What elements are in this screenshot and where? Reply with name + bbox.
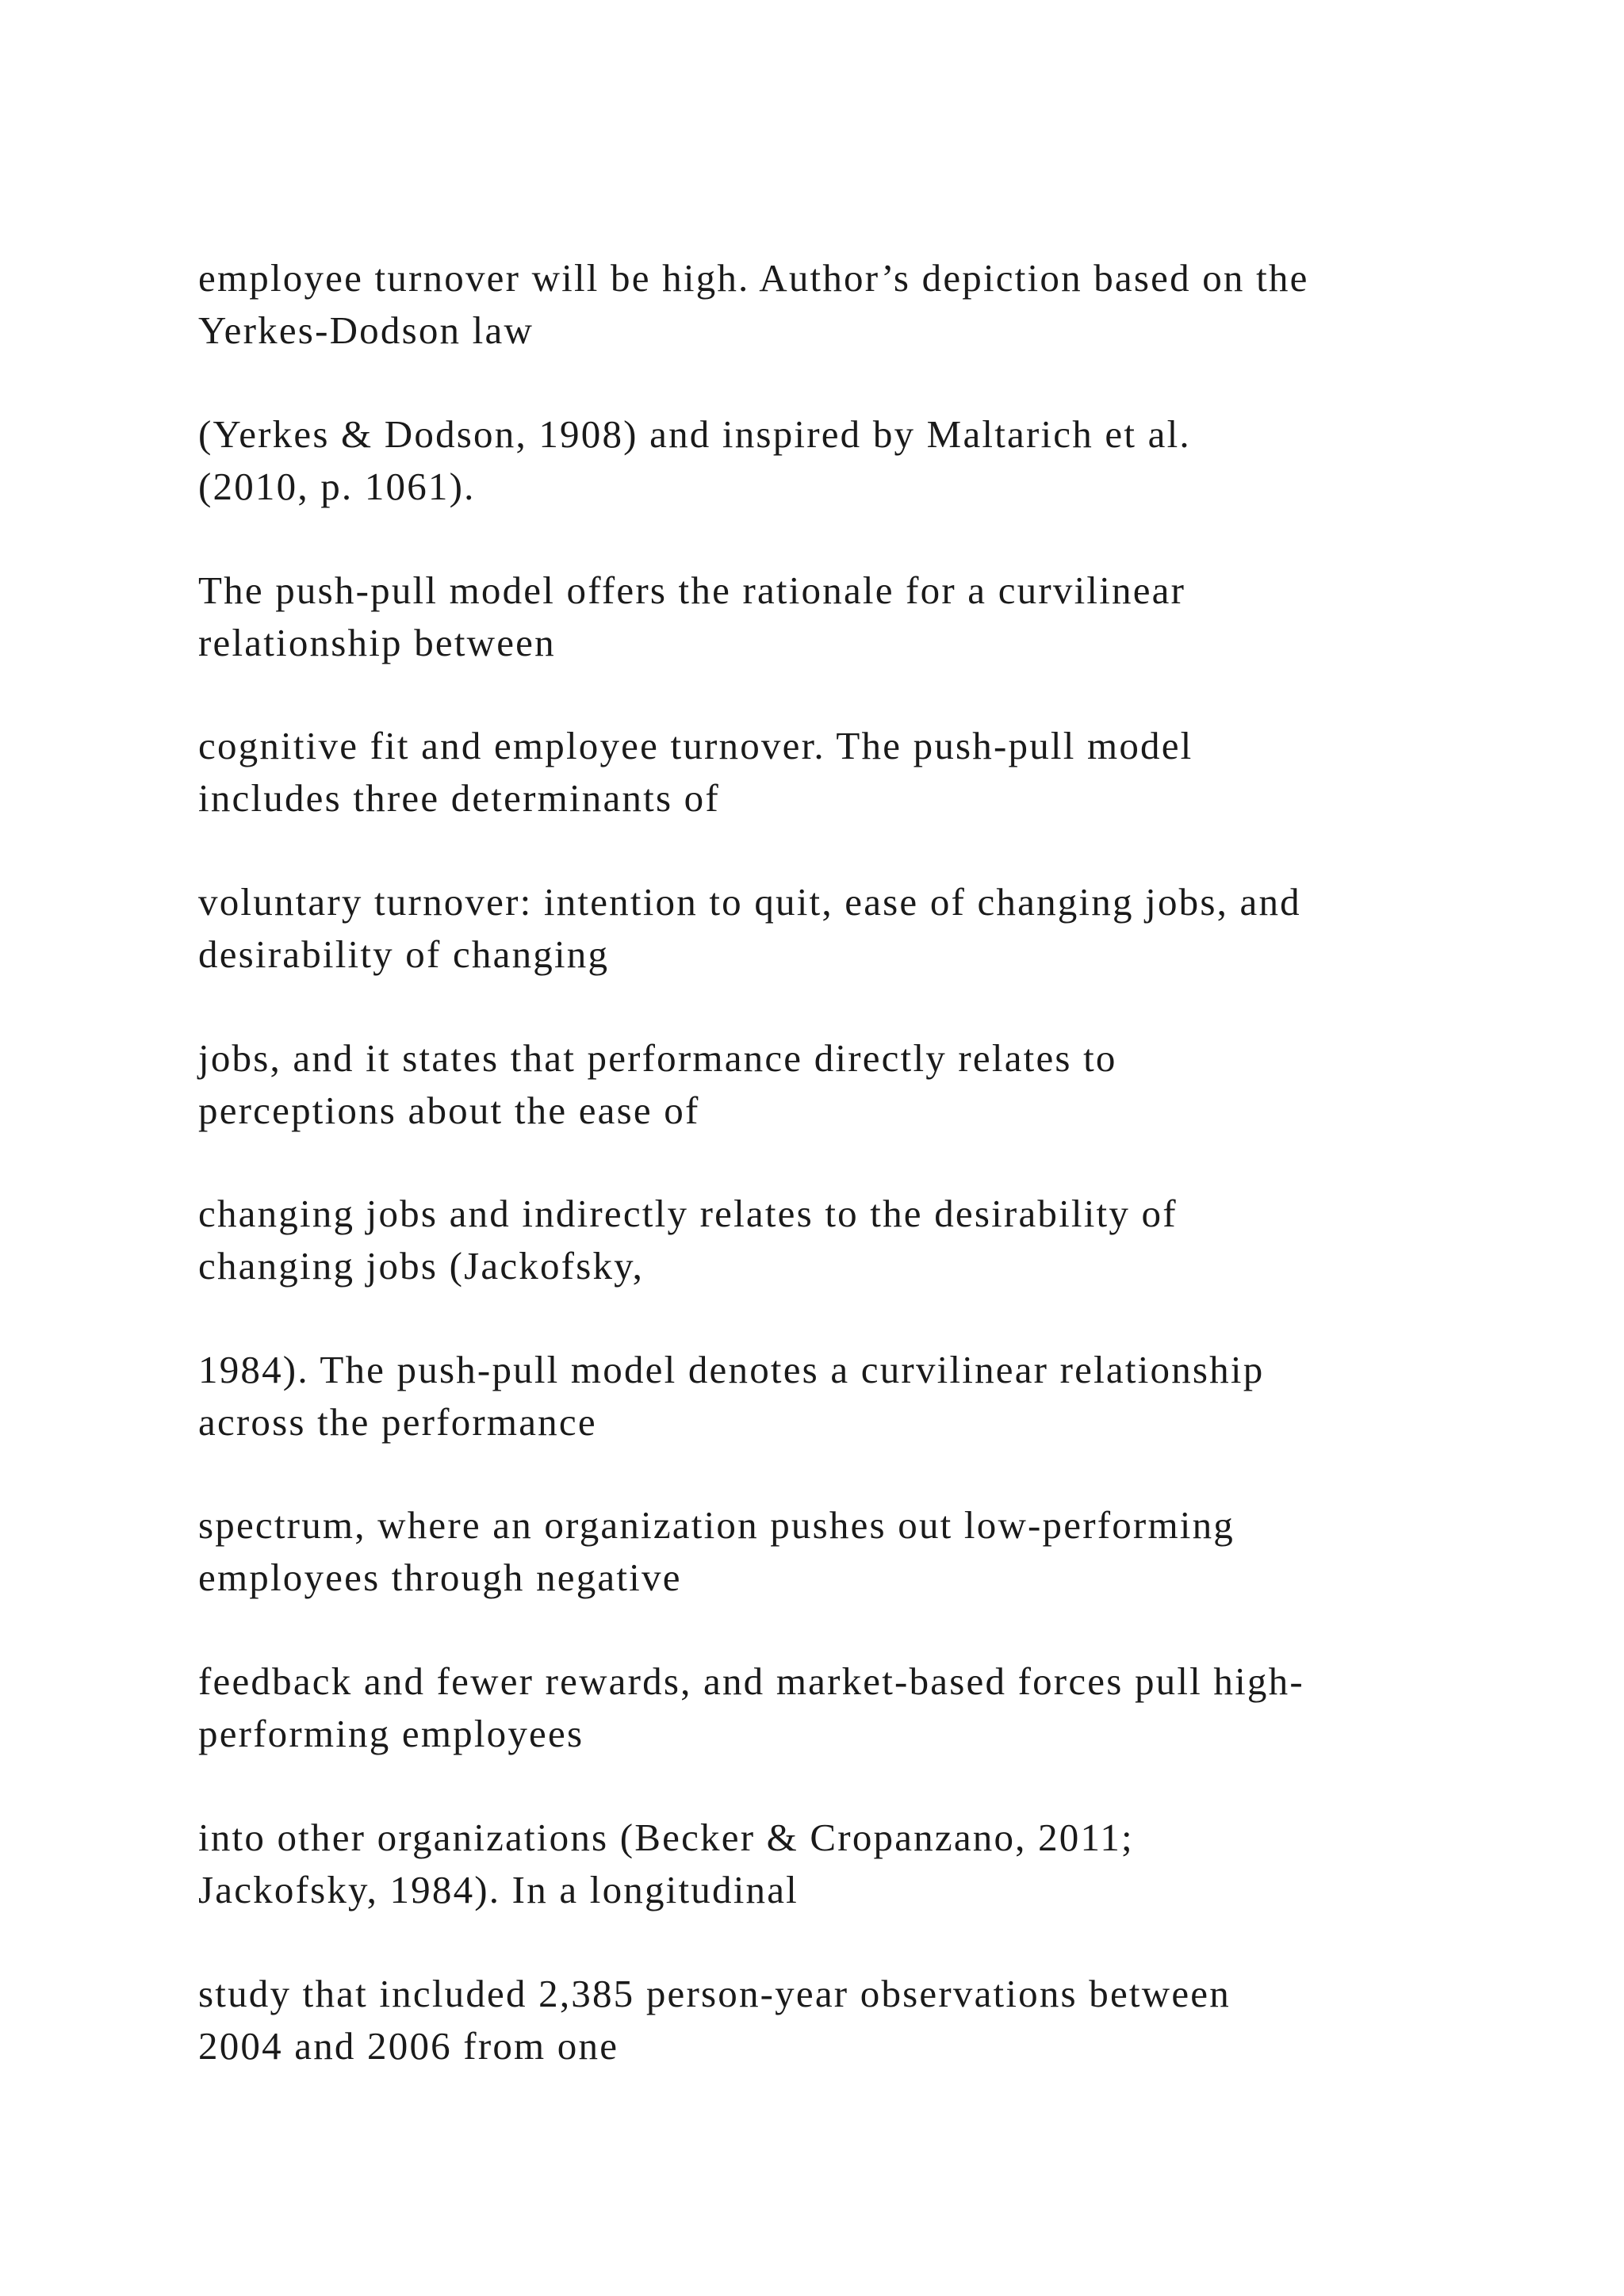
- text-line: jobs, and it states that performance directly relates to: [198, 1036, 1117, 1080]
- text-line: spectrum, where an organization pushes out low-performing: [198, 1503, 1235, 1547]
- text-line: desirability of changing: [198, 932, 610, 976]
- text-line: relationship between: [198, 621, 556, 664]
- text-line: feedback and fewer rewards, and market-based forces pull high-: [198, 1659, 1304, 1703]
- text-line: 2004 and 2006 from one: [198, 2024, 619, 2068]
- text-line: cognitive fit and employee turnover. The push-pull model: [198, 724, 1193, 767]
- paragraph: [198, 1344, 1499, 1448]
- text-line: employees through negative: [198, 1556, 682, 1599]
- text-line: 1984). The push-pull model denotes a curvilinear relationship: [198, 1348, 1265, 1391]
- paragraph: [198, 1968, 1499, 2072]
- text-line: study that included 2,385 person-year observations between: [198, 1972, 1231, 2015]
- text-line: performing employees: [198, 1712, 584, 1755]
- text-line: voluntary turnover: intention to quit, ease of changing jobs, and: [198, 880, 1301, 924]
- text-line: The push-pull model offers the rationale for a curvilinear: [198, 568, 1186, 612]
- text-line: perceptions about the ease of: [198, 1089, 700, 1132]
- paragraph: [198, 408, 1499, 513]
- text-line: (2010, p. 1061).: [198, 465, 476, 508]
- paragraph: [198, 564, 1499, 669]
- text-line: employee turnover will be high. Author’s depiction based on the: [198, 256, 1309, 300]
- paragraph: [198, 876, 1499, 981]
- paragraph: [198, 1655, 1499, 1760]
- text-line: into other organizations (Becker & Cropanzano, 2011;: [198, 1816, 1134, 1859]
- text-line: (Yerkes & Dodson, 1908) and inspired by Maltarich et al.: [198, 412, 1191, 456]
- text-line: across the performance: [198, 1400, 597, 1444]
- text-line: includes three determinants of: [198, 776, 720, 820]
- text-line: changing jobs and indirectly relates to the desirability of: [198, 1192, 1178, 1235]
- text-line: Jackofsky, 1984). In a longitudinal: [198, 1868, 799, 1911]
- text-line: changing jobs (Jackofsky,: [198, 1244, 645, 1288]
- paragraph: [198, 1499, 1499, 1604]
- paragraph: [198, 1812, 1499, 1916]
- text-line: Yerkes-Dodson law: [198, 308, 534, 352]
- paragraph: [198, 1032, 1499, 1137]
- paragraph: [198, 720, 1499, 825]
- paragraph: [198, 252, 1499, 357]
- paragraph: [198, 1188, 1499, 1292]
